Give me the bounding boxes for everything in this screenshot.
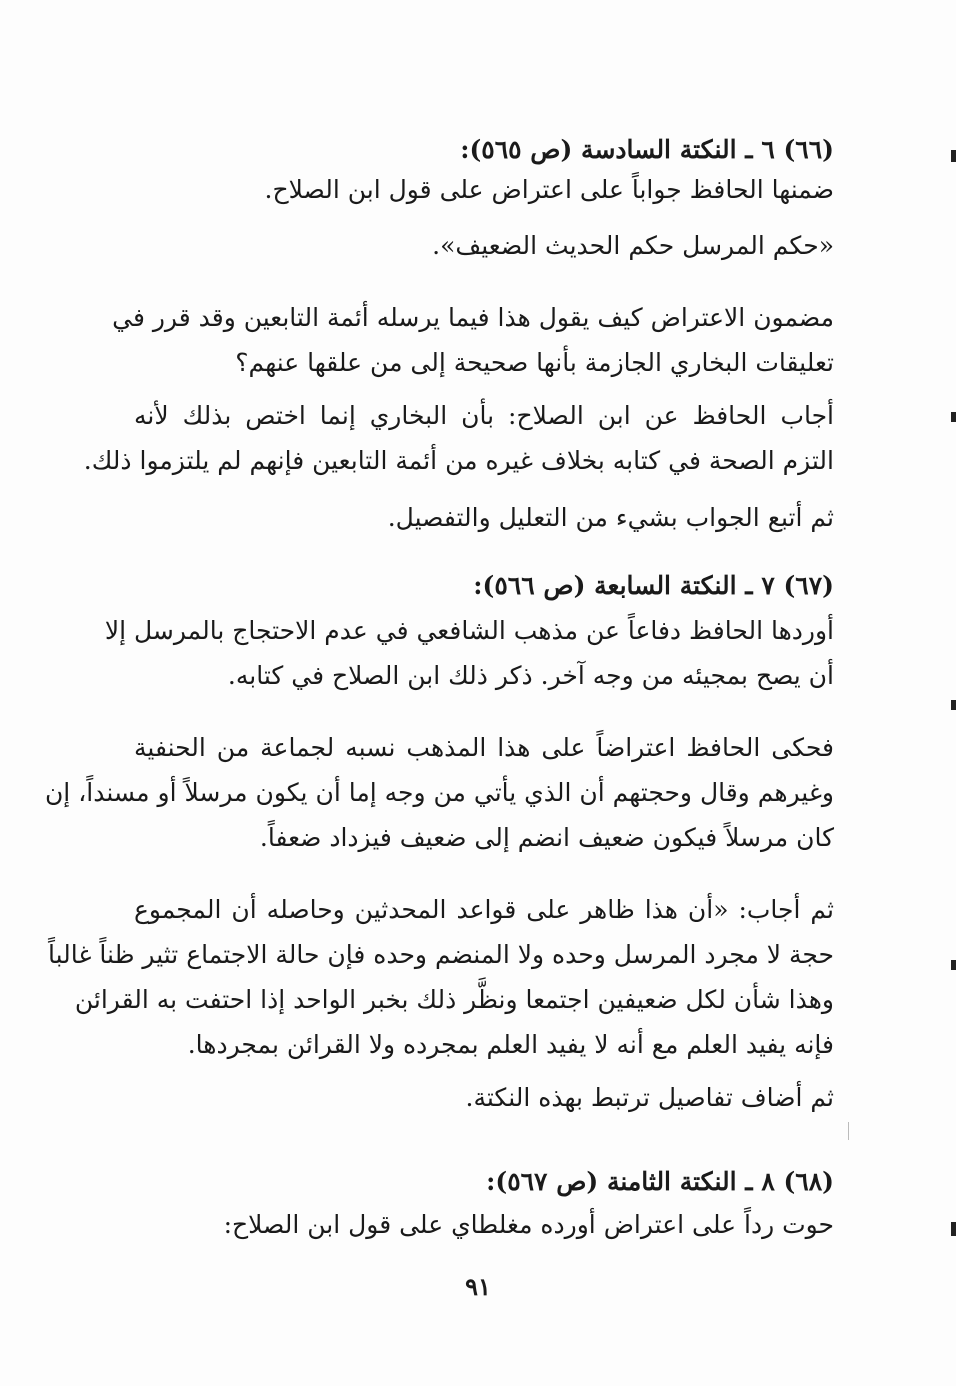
scan-edge-mark xyxy=(951,1222,956,1236)
text-line: حجة لا مجرد المرسل وحده ولا المنضم وحده فإن حالة الاجتماع تثير ظناً غالباً xyxy=(48,940,834,969)
scan-speck xyxy=(848,1122,849,1140)
text-line: ضمنها الحافظ جواباً على اعتراض على قول ابن الصلاح. xyxy=(264,175,834,204)
page-number: ٩١ xyxy=(465,1272,491,1301)
text-line: حوت رداً على اعتراض أورده مغلطاي على قول ابن الصلاح: xyxy=(223,1210,834,1239)
scan-edge-mark xyxy=(951,700,956,710)
text-line: ثم أضاف تفاصيل ترتبط بهذه النكتة. xyxy=(465,1083,834,1112)
text-line: كان مرسلاً فيكون ضعيف انضم إلى ضعيف فيزداد ضعفاً. xyxy=(259,823,834,852)
text-line: ثم أتبع الجواب بشيء من التعليل والتفصيل. xyxy=(387,503,834,532)
text-line: التزم الصحة في كتابه بخلاف غيره من أئمة التابعين فإنهم لم يلتزموا ذلك. xyxy=(83,446,834,475)
text-line: أجاب الحافظ عن ابن الصلاح: بأن البخاري إنما اختص بذلك لأنه xyxy=(134,401,834,430)
text-line: أن يصح بمجيئه من وجه آخر. ذكر ذلك ابن الصلاح في كتابه. xyxy=(227,661,834,690)
scan-edge-mark xyxy=(951,150,956,162)
scan-edge-mark xyxy=(951,412,956,422)
heading-section-66: (٦٦) ٦ ـ النكتة السادسة (ص ٥٦٥): xyxy=(460,135,834,164)
text-line: وغيرهم وقال وحجتهم أن الذي يأتي من وجه إما أن يكون مرسلاً أو مسنداً، إن xyxy=(44,778,834,807)
heading-section-68: (٦٨) ٨ ـ النكتة الثامنة (ص ٥٦٧): xyxy=(486,1167,834,1196)
text-line: ثم أجاب: «أن هذا ظاهر على قواعد المحدثين وحاصله أن المجموع xyxy=(134,895,834,924)
heading-section-67: (٦٧) ٧ ـ النكتة السابعة (ص ٥٦٦): xyxy=(473,571,834,600)
text-line: فحكى الحافظ اعتراضاً على هذا المذهب نسبه لجماعة من الحنفية xyxy=(134,733,834,762)
quote-line: «حكم المرسل حكم الحديث الضعيف». xyxy=(432,231,834,260)
text-line: مضمون الاعتراض كيف يقول هذا فيما يرسله أئمة التابعين وقد قرر في xyxy=(112,303,834,332)
text-line: تعليقات البخاري الجازمة بأنها صحيحة إلى من علقها عنهم؟ xyxy=(235,348,834,377)
text-line: فإنه يفيد العلم مع أنه لا يفيد العلم بمجرده ولا القرائن بمجردها. xyxy=(187,1030,834,1059)
scan-edge-mark xyxy=(951,960,956,970)
text-line: أوردها الحافظ دفاعاً عن مذهب الشافعي في عدم الاحتجاج بالمرسل إلا xyxy=(104,616,834,645)
text-line: وهذا شأن لكل ضعيفين اجتمعا ونظَّر ذلك بخبر الواحد إذا احتفت به القرائن xyxy=(74,985,834,1014)
